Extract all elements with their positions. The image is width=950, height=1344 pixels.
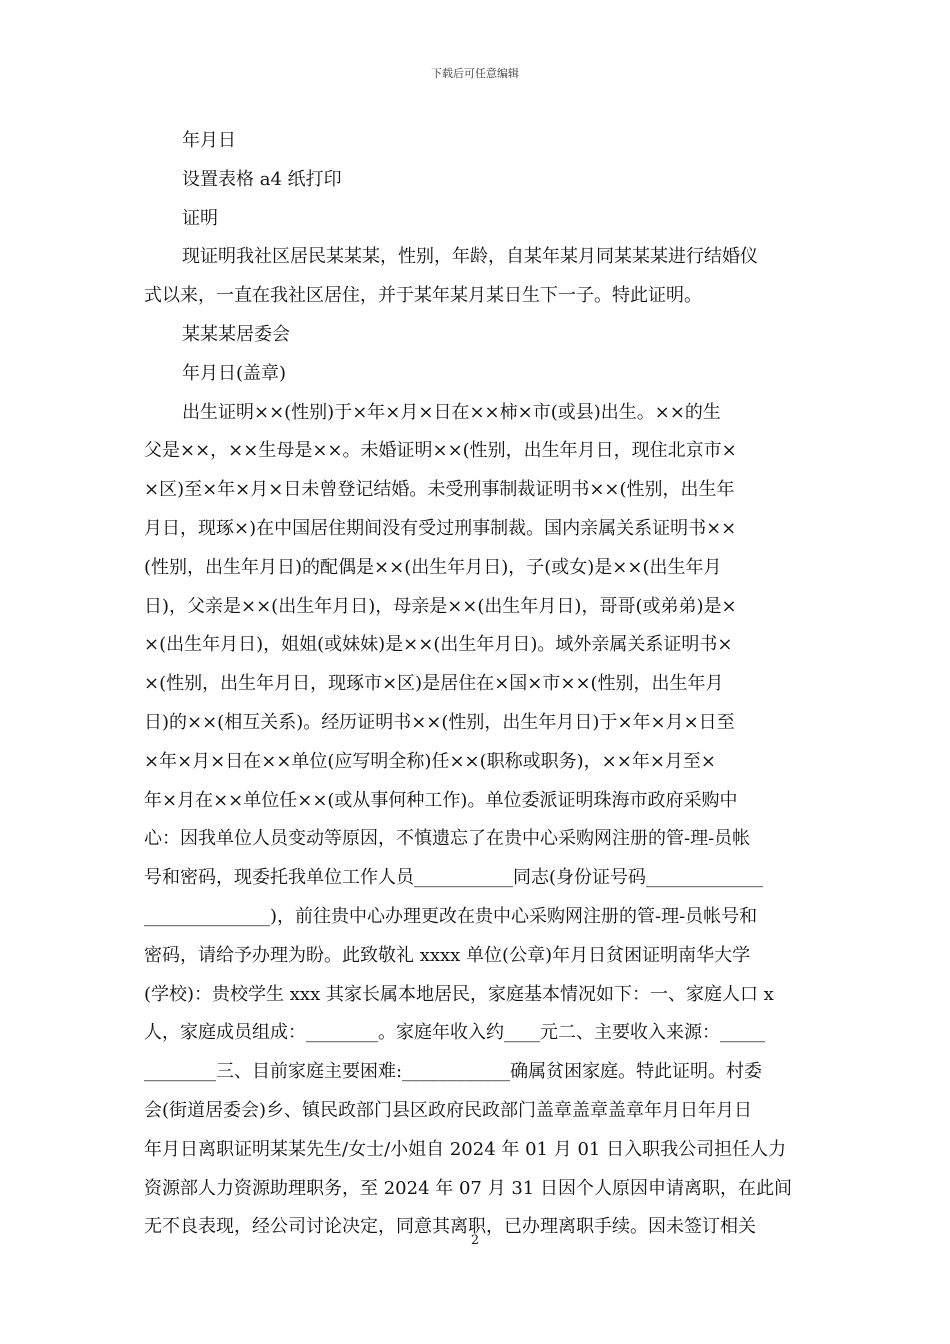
text-line: 月日，现琢×)在中国居住期间没有受过刑事制裁。国内亲属关系证明书×× — [144, 517, 737, 539]
text-line: 资源部人力资源助理职务，至 2024 年 07 月 31 日因个人原因申请离职，在此间 — [144, 1177, 792, 1199]
text-line: 日)，父亲是××(出生年月日)，母亲是××(出生年月日)，哥哥(或弟弟)是× — [144, 595, 737, 617]
text-line: 会(街道居委会)乡、镇民政部门县区政府民政部门盖章盖章盖章年月日年月日 — [144, 1099, 753, 1121]
text-line: ×年×月×日在××单位(应写明全称)任××(职称或职务)，××年×月至× — [144, 750, 716, 772]
text-line: ×(出生年月日)，姐姐(或妹妹)是××(出生年月日)。域外亲属关系证明书× — [144, 634, 733, 656]
text-line: ______________)，前往贵中心办理更改在贵中心采购网注册的管-理-员帐号和 — [144, 905, 758, 927]
text-line: 父是××，××生母是××。未婚证明××(性别，出生年月日，现住北京市× — [144, 440, 737, 462]
text-line: 年月日(盖章) — [182, 362, 287, 384]
text-line: ×(性别，出生年月日，现琢市×区)是居住在×国×市××(性别，出生年月 — [144, 673, 724, 695]
text-line: 设置表格 a4 纸打印 — [182, 168, 342, 190]
page-header: 下载后可任意编辑 — [431, 67, 519, 80]
document-body — [144, 122, 807, 1247]
text-line: 现证明我社区居民某某某，性别，年龄，自某年某月同某某某进行结婚仪 — [182, 246, 758, 268]
text-line: 号和密码，现委托我单位工作人员___________同志(身份证号码_____________ — [144, 867, 764, 889]
text-line: 出生证明××(性别)于×年×月×日在××柿×市(或县)出生。××的生 — [182, 401, 721, 423]
text-line: (学校)：贵校学生 xxx 其家长属本地居民，家庭基本情况如下：一、家庭人口 x — [144, 983, 774, 1005]
text-line: 心：因我单位人员变动等原因，不慎遗忘了在贵中心采购网注册的管-理-员帐 — [144, 828, 751, 850]
text-line: 某某某居委会 — [182, 323, 290, 345]
text-line: 人，家庭成员组成：________。家庭年收入约____元二、主要收入来源：_____ — [144, 1022, 765, 1044]
text-line: (性别，出生年月日)的配偶是××(出生年月日)，子(或女)是××(出生年月 — [144, 556, 722, 578]
text-line: 证明 — [182, 207, 218, 229]
text-line: 日)的××(相互关系)。经历证明书××(性别，出生年月日)于×年×月×日至 — [144, 711, 735, 733]
page-number: 2 — [470, 1233, 480, 1248]
text-line: 密码，请给予办理为盼。此致敬礼 xxxx 单位(公章)年月日贫困证明南华大学 — [144, 944, 751, 966]
text-line: 年×月在××单位任××(或从事何种工作)。单位委派证明珠海市政府采购中 — [144, 789, 738, 811]
text-line: 年月日离职证明某某先生/女士/小姐自 2024 年 01 月 01 日入职我公司担任人力 — [144, 1138, 787, 1160]
text-line: 式以来，一直在我社区居住，并于某年某月某日生下一子。特此证明。 — [144, 285, 702, 307]
text-line: ________三、目前家庭主要困难:____________确属贫困家庭。特此证明。村委 — [144, 1061, 763, 1083]
text-line: ×区)至×年×月×日未曾登记结婚。未受刑事制裁证明书××(性别，出生年 — [144, 479, 735, 501]
text-line: 年月日 — [182, 130, 236, 151]
text-line: 无不良表现，经公司讨论决定，同意其离职，已办理离职手续。因未签订相关 — [144, 1216, 756, 1238]
